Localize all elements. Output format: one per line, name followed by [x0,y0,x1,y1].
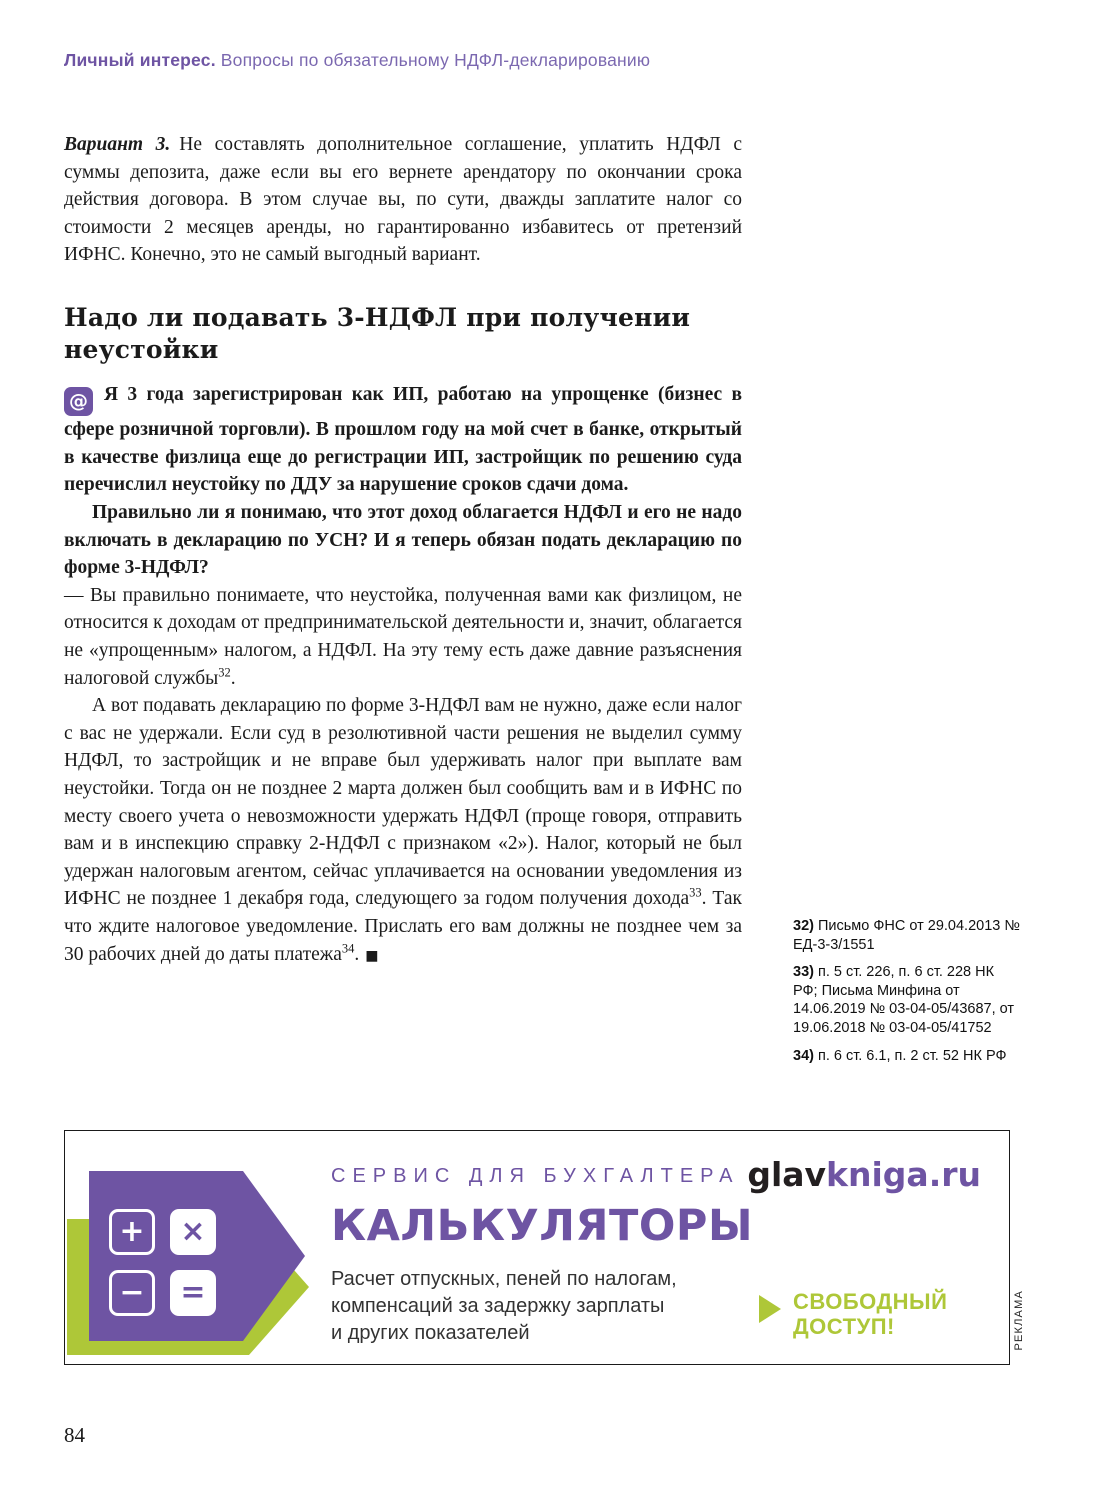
free-access-block [759,1289,947,1339]
page-number: 84 [64,1423,85,1447]
paragraph-variant-3 [64,131,742,269]
sidenote-32 [793,917,1021,954]
glavkniga-logo [747,1155,981,1194]
ad-service-line: СЕРВИС ДЛЯ БУХГАЛТЕРА [331,1165,740,1187]
footnote-number: 34) [793,1047,814,1064]
calculator-icons [109,1209,216,1316]
play-arrow-icon [759,1295,781,1323]
answer-text-2c: . [354,943,360,965]
ad-description-line: и других показателей [331,1322,530,1344]
answer-paragraph-2 [64,692,742,970]
answer-text-2b: . Так что ждите налоговое уведомление. Прислать его вам должны не позднее чем за 30 рабочих дней до даты платежа [64,888,742,965]
multiply-icon: × [170,1209,216,1255]
footnote-ref-33: 33 [689,885,702,900]
footnote-ref-34: 34 [341,941,355,956]
free-access-line2: ДОСТУП! [793,1314,895,1339]
running-head-subtitle: Вопросы по обязательному НДФЛ-декларированию [215,50,651,70]
paragraph-lead: Вариант 3. [64,134,171,155]
question-paragraph-2: Правильно ли я понимаю, что этот доход облагается НДФЛ и его не надо включать в декларацию по УСН? И я теперь обязан подать декларацию по форме 3-НДФЛ? [64,502,742,579]
question-text-1: Я 3 года зарегистрирован как ИП, работаю на упрощенке (бизнес в сфере розничной торговли). В прошлом году на мой счет в банке, открытый в качестве физлица еще до регистрации ИП, застройщик по решению суда перечислил неустойку по ДДУ за нарушение сроков сдачи дома. [64,383,742,496]
end-of-article-mark: ■ [365,947,379,964]
ad-description-line: компенсаций за задержку зарплаты [331,1295,665,1317]
free-access-text [793,1289,947,1339]
footnote-text: Письмо ФНС от 29.04.2013 № ЕД-3-3/1551 [793,918,1020,953]
ad-description-line: Расчет отпускных, пеней по налогам, [331,1268,677,1290]
logo-part-purple: kniga.ru [826,1155,981,1194]
section-heading: Надо ли подавать 3-НДФЛ при получении неустойки [64,302,691,364]
ad-title: КАЛЬКУЛЯТОРЫ [331,1201,753,1251]
footnote-ref-32: 32 [218,665,231,680]
minus-icon: − [109,1270,155,1316]
answer-text-1-end: . [230,667,236,689]
running-head-section: Личный интерес. [64,50,216,70]
plus-icon: + [109,1209,155,1255]
ad-banner [64,1130,1010,1365]
footnote-text: п. 5 ст. 226, п. 6 ст. 228 НК РФ; Письма Минфина от 14.06.2019 № 03-04-05/43687, от 19.06.2018 № 03-04-05/41752 [793,964,1015,1036]
article-body [64,131,742,970]
equals-icon: = [170,1270,216,1316]
free-access-line1: СВОБОДНЫЙ [793,1289,948,1314]
logo-part-dark: glav [747,1155,827,1194]
answer-text-1: — Вы правильно понимаете, что неустойка, полученная вами как физлицом, не относится к доходам от предпринимательской деятельности и, значит, облагается не «упрощенным» налогом, а НДФЛ. На эту тему есть даже давние разъяснения налоговой службы [64,584,742,689]
at-icon: @ [64,387,93,416]
answer-text-2a: А вот подавать декларацию по форме 3-НДФЛ вам не нужно, даже если налог с вас не удержали. Если суд в резолютивной части решения не выделил сумму НДФЛ, то застройщик и не вправе был удерживать налог при выплате вам неустойки. Тогда он не позднее 2 марта должен был сообщить вам и в ИФНС по месту своего учета о невозможности удержать НДФЛ (проще говоря, отправить вам и в инспекцию справку 2-НДФЛ с признаком «2»). Налог, который не был удержан налоговым агентом, сейчас уплачивается на основании уведомления из ИФНС не позднее 1 декабря года, следующего за годом получения дохода [64,695,742,910]
answer-paragraph-1 [64,582,742,692]
running-head [64,50,1004,71]
paragraph-text: Не составлять дополнительное соглашение, уплатить НДФЛ с суммы депозита, даже если вы его вернете арендатору по окончании срока действия договора. В этом случае вы, по сути, дважды заплатите налог со стоимости 2 месяцев аренды, но гарантированно избавитесь от претензий ИФНС. Конечно, это не самый выгодный вариант. [64,134,742,266]
ad-vertical-label: РЕКЛАМА [1013,1290,1025,1351]
footnote-number: 32) [793,918,814,934]
ad-description [331,1266,731,1347]
sidenotes-column [793,917,1021,1074]
footnote-number: 33) [793,964,814,981]
sidenote-34 [793,1047,1021,1066]
ad-text-block [331,1165,753,1347]
sidenote-33 [793,963,1021,1037]
footnote-text: п. 6 ст. 6.1, п. 2 ст. 52 НК РФ [817,1047,1007,1064]
question-paragraph-1 [64,381,742,499]
